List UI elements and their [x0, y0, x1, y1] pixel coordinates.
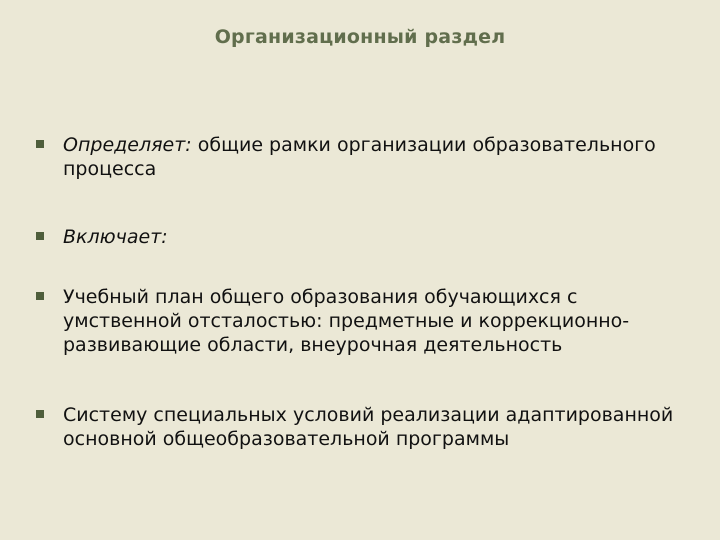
bullet-item-defines	[36, 133, 696, 181]
square-bullet-icon	[36, 232, 44, 240]
bullet-item-conditions	[36, 403, 696, 451]
square-bullet-icon	[36, 292, 44, 300]
square-bullet-icon	[36, 410, 44, 418]
bullet-item-includes	[36, 225, 696, 249]
bullet-body: общие рамки организации образовательного процесса	[63, 134, 656, 180]
bullet-lead: Определяет:	[63, 134, 192, 156]
bullet-body: Учебный план общего образования обучающихся с умственной отсталостью: предметные и коррекционно-развивающие области, внеурочная деятельность	[63, 286, 630, 356]
bullet-item-curriculum	[36, 285, 696, 357]
slide-title: Организационный раздел	[214, 26, 506, 48]
bullet-lead: Включает:	[63, 226, 168, 248]
bullet-text	[63, 225, 696, 249]
bullet-text	[63, 133, 696, 181]
bullet-body: Систему специальных условий реализации адаптированной основной общеобразовательной программы	[63, 404, 674, 450]
square-bullet-icon	[36, 140, 44, 148]
